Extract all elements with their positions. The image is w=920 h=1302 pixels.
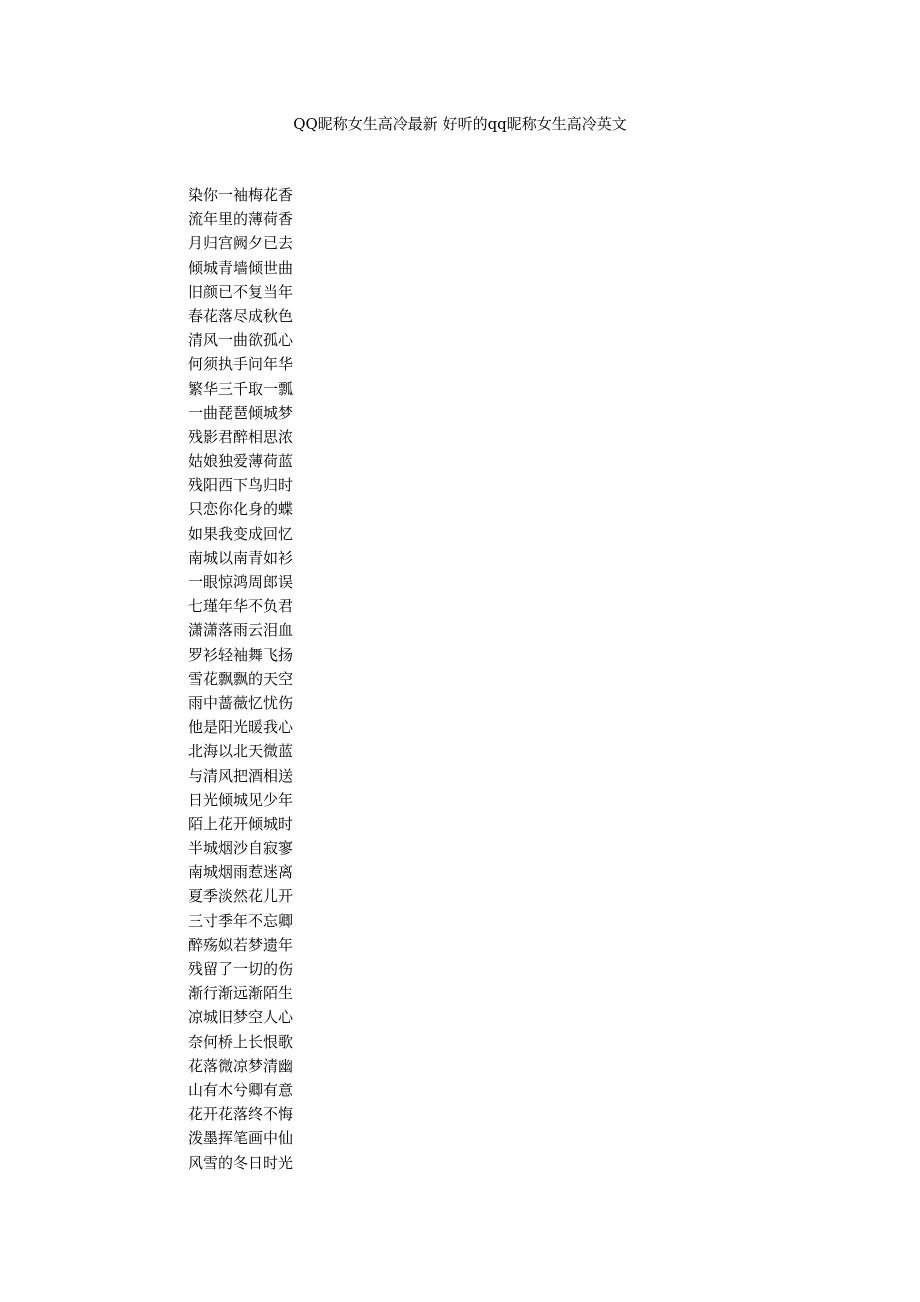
list-item: 残阳西下鸟归时	[188, 476, 294, 495]
list-item: 一曲琵琶倾城梦	[188, 403, 294, 422]
list-item: 南城以南青如衫	[188, 548, 294, 567]
list-item: 月归宫阙夕已去	[188, 234, 294, 253]
list-item: 姑娘独爱薄荷蓝	[188, 452, 294, 471]
list-item: 一眼惊鸿周郎误	[188, 573, 294, 591]
list-item: 山有木兮卿有意	[188, 1080, 294, 1099]
list-item: 倾城青墙倾世曲	[188, 258, 294, 277]
list-item: 七瑾年华不负君	[188, 597, 294, 616]
list-item: 清风一曲欲孤心	[188, 331, 294, 350]
list-item: 染你一袖梅花香	[188, 186, 294, 204]
list-item: 与清风把酒相送	[188, 766, 294, 785]
list-item: 花落微凉梦清幽	[188, 1056, 294, 1075]
list-item: 如果我变成回忆	[188, 524, 294, 543]
list-item: 半城烟沙自寂寥	[188, 839, 294, 858]
list-item: 泼墨挥笔画中仙	[188, 1129, 294, 1148]
list-item: 春花落尽成秋色	[188, 306, 294, 325]
list-item: 罗衫轻袖舞飞扬	[188, 645, 294, 664]
list-item: 他是阳光暖我心	[188, 718, 294, 737]
list-item: 花开花落终不悔	[188, 1105, 294, 1124]
list-item: 旧颜已不复当年	[188, 282, 294, 301]
list-item: 渐行渐远渐陌生	[188, 984, 294, 1003]
list-item: 雪花飘飘的天空	[188, 669, 294, 688]
list-item: 残影君醉相思浓	[188, 427, 294, 446]
list-item: 夏季淡然花儿开	[188, 887, 294, 906]
list-item: 三寸季年不忘卿	[188, 911, 294, 930]
list-item: 日光倾城见少年	[188, 790, 294, 809]
list-item: 陌上花开倾城时	[188, 814, 294, 833]
list-item: 流年里的薄荷香	[188, 210, 294, 229]
list-item: 奈何桥上长恨歌	[188, 1032, 294, 1051]
list-item: 南城烟雨惹迷离	[188, 863, 294, 882]
list-item: 繁华三千取一瓢	[188, 379, 294, 398]
nickname-list	[188, 183, 293, 1175]
list-item: 雨中蔷薇忆忧伤	[188, 693, 294, 712]
list-item: 北海以北天微蓝	[188, 742, 294, 761]
list-item: 凉城旧梦空人心	[188, 1008, 294, 1027]
list-item: 醉殇姒若梦遗年	[188, 935, 294, 954]
list-item: 残留了一切的伤	[188, 960, 294, 978]
list-item: 风雪的冬日时光	[188, 1153, 294, 1172]
list-item: 潇潇落雨云泪血	[188, 621, 294, 640]
list-item: 何须执手问年华	[188, 355, 294, 374]
document-title: QQ昵称女生高冷最新 好听的qq昵称女生高冷英文	[293, 115, 627, 133]
list-item: 只恋你化身的蝶	[188, 500, 294, 519]
